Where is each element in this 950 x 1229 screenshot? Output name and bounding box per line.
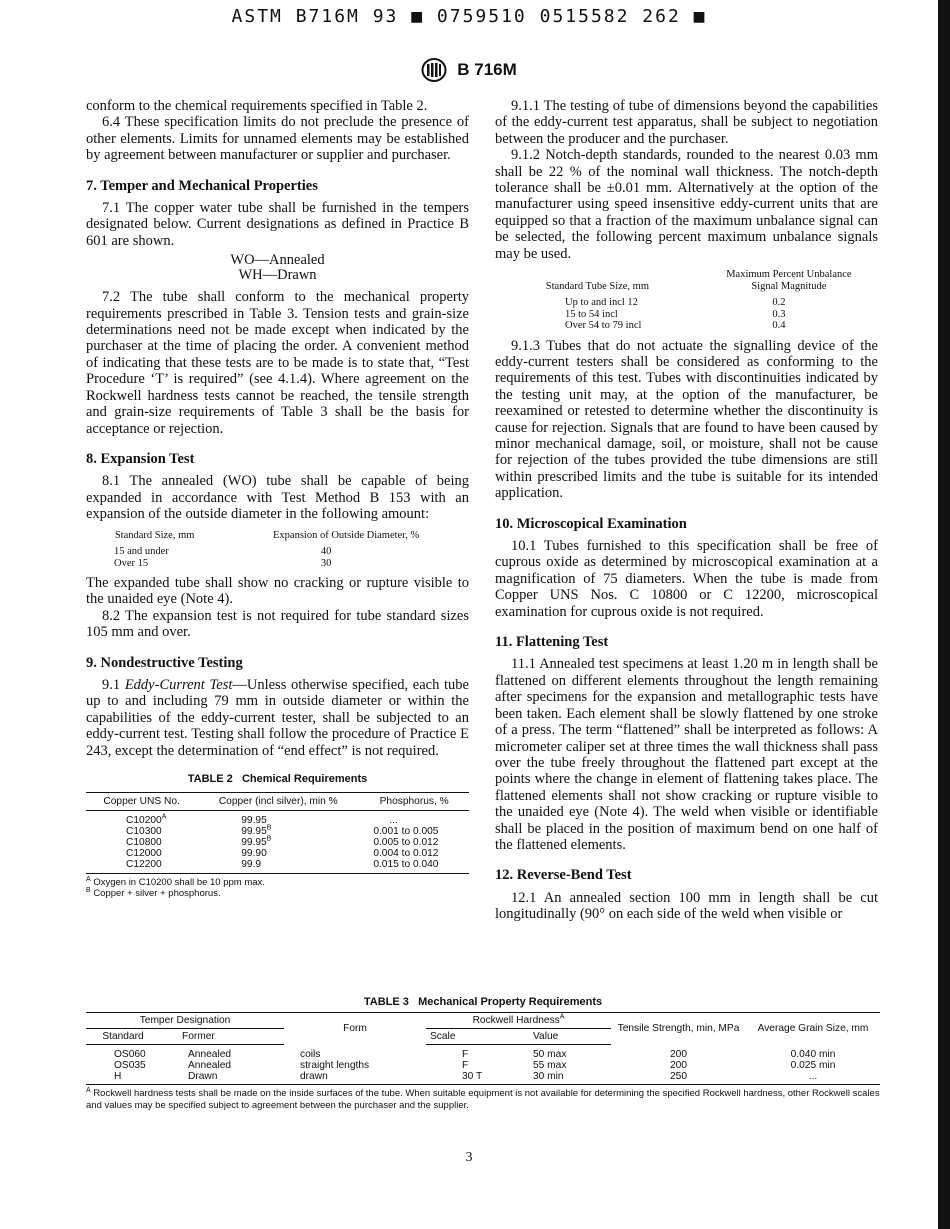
table-3-block	[86, 996, 880, 1112]
paragraph-12-1: 12.1 An annealed section 100 mm in length shall be cut longitudinally (90° on each side of the weld when visible or	[495, 889, 878, 923]
table-cell: 0.004 to 0.012	[373, 847, 439, 859]
table-cell: 0.015 to 0.040	[359, 859, 469, 874]
table-2-footnote-a: $^A$ Oxygen in C10200 shall be 10 ppm max.	[86, 875, 265, 888]
table-cell: Over 54 to 79 incl	[565, 320, 642, 332]
column-header: Form	[284, 1013, 426, 1045]
table-cell: F	[462, 1060, 469, 1071]
table-cell: Annealed	[188, 1060, 232, 1071]
section-heading-7: 7. Temper and Mechanical Properties	[86, 177, 318, 194]
mechanical-property-table	[86, 1012, 880, 1085]
column-header: Standard Tube Size, mm	[545, 280, 650, 292]
paragraph-text: —Unless otherwise specified, each tube up to and including 79 mm in outside diameter or within the capabilities of the eddy-current tester, shall be subjected to an eddy-current test. Testing shall follow the procedure of Practice E 243, except the determination of “end effect” is not required.	[86, 677, 469, 759]
table-title: Chemical Requirements	[241, 773, 368, 786]
chemical-requirements-table	[86, 792, 469, 874]
table-cell: $C10200^A$	[126, 813, 167, 826]
expansion-table	[86, 529, 469, 570]
paragraph-8-2: 8.2 The expansion test is not required for tube standard sizes 105 mm and over.	[86, 607, 469, 641]
table-row	[86, 1071, 880, 1085]
paragraph-8-1: 8.1 The annealed (WO) tube shall be capable of being expanded in accordance with Test Method B 153 with an expansion of the outside diameter in the following amount:	[86, 473, 469, 523]
page-number: 3	[465, 1150, 473, 1165]
table-row	[86, 1060, 880, 1071]
table-row	[86, 826, 469, 837]
section-heading-12: 12. Reverse-Bend Test	[495, 867, 632, 884]
section-heading-11: 11. Flattening Test	[495, 634, 609, 651]
table-cell: 0.001 to 0.005	[373, 825, 439, 837]
column-header: Average Grain Size, mm	[746, 1013, 880, 1045]
table-row	[495, 309, 878, 321]
paragraph: conform to the chemical requirements specified in Table 2.	[86, 98, 428, 114]
astm-logo-icon	[421, 58, 447, 82]
table-cell: 50 max	[533, 1049, 567, 1060]
table-cell: 99.90	[241, 847, 267, 859]
table-cell: ...	[746, 1071, 880, 1085]
table-cell: 200	[670, 1048, 687, 1060]
column-header: Phosphorus, %	[359, 792, 469, 810]
table-row	[86, 810, 469, 826]
section-heading-8: 8. Expansion Test	[86, 450, 195, 467]
table-cell: H	[86, 1071, 160, 1085]
table-cell: 15 and under	[114, 546, 169, 558]
table-row	[86, 859, 469, 874]
table-cell: F	[462, 1049, 469, 1060]
right-column	[495, 98, 878, 923]
paragraph-10-1: 10.1 Tubes furnished to this specification shall be free of cuprous oxide as determined by microscopical examination at a magnification of 75 diameters. When the tube is made from Copper UNS Nos. C 10800 or C 12200, microscopical examination for cuprous oxide is not required.	[495, 538, 878, 620]
table-2-footnote-b: $^B$ Copper + silver + phosphorus.	[86, 886, 221, 899]
table-cell: ...	[389, 814, 398, 826]
table-cell: C12000	[126, 847, 162, 859]
table-cell: OS060	[114, 1049, 146, 1060]
table-cell: Drawn	[160, 1071, 284, 1085]
table-cell: 99.95	[241, 814, 267, 826]
temper-item: WH—Drawn	[238, 267, 317, 284]
table-2-title	[86, 771, 469, 787]
temper-list	[86, 253, 469, 283]
standard-designation: B 716M	[457, 60, 517, 79]
column-header: Copper (incl silver), min %	[197, 792, 359, 810]
column-header: Former	[160, 1029, 284, 1045]
column-group-header: Temper Designation	[86, 1013, 284, 1029]
table-cell: 200	[670, 1060, 687, 1071]
column-header: Tensile Strength, min, MPa	[611, 1013, 746, 1045]
paragraph-7-2: 7.2 The tube shall conform to the mechanical property requirements prescribed in Table 3. Tension tests and grain-size determinations need not be made except when indicated by the purchaser at the time of placing the order. A convenient method of indicating that these tests are to be made is to state that, “Test Procedure ‘T’ is required” (see 4.1.4). Where agreement on the Rockwell hardness tests cannot be reached, the tensile strength and grain-size requirements of Table 3 shall be the basis for acceptance or rejection.	[86, 289, 469, 437]
paragraph-11-1: 11.1 Annealed test specimens at least 1.20 m in length shall be flattened on different elements throughout the length remaining after specimens for the expansion and metallographic tests have been taken. Each element shall be slowly flattened by one stroke of a press. The term “flattened” shall be interpreted as follows: A micrometer caliper set at three times the wall thickness shall pass over the tube freely throughout the flattened part except at the points where the change in element of flattening takes place. The flattened elements shall not show cracking or rupture visible to the unaided eye (Note 4). The weld when visible or identifiable shall be placed in the position of maximum bend on one half of the flattened elements.	[495, 656, 878, 853]
paragraph-7-1: 7.1 The copper water tube shall be furnished in the tempers designated below. Current designations as defined in Practice B 601 are shown.	[86, 200, 469, 249]
table-row	[495, 297, 878, 309]
table-cell: 30	[320, 557, 332, 569]
table-cell: C12200	[86, 859, 197, 874]
table-cell: OS035	[114, 1060, 146, 1071]
table-cell: C10300	[126, 825, 162, 837]
table-title: Mechanical Property Requirements	[418, 996, 603, 1008]
column-group-header: Rockwell Hardness$^A$	[426, 1013, 611, 1029]
table-cell: 0.005 to 0.012	[373, 836, 439, 848]
temper-item: WO—Annealed	[230, 252, 325, 269]
table-cell: 0.040 min	[790, 1048, 836, 1060]
table-cell: 15 to 54 incl	[565, 308, 618, 320]
column-header: Maximum Percent Unbalance Signal Magnitude	[726, 269, 852, 292]
table-row	[86, 837, 469, 848]
table-cell: 0.025 min	[790, 1060, 836, 1071]
left-column	[86, 98, 469, 899]
paragraph-9-1	[86, 677, 469, 759]
document-code-header: ASTM B716M 93 ■ 0759510 0515582 262 ■	[231, 6, 707, 27]
table-cell: 0.3	[772, 308, 786, 320]
table-row	[86, 558, 469, 570]
designation-header	[0, 58, 938, 82]
table-cell: coils	[300, 1048, 321, 1060]
column-header: Expansion of Outside Diameter, %	[273, 529, 420, 541]
table-label: TABLE 3	[363, 996, 409, 1008]
table-cell: 55 max	[533, 1060, 567, 1071]
table-cell: 30 T	[426, 1071, 511, 1085]
paragraph-9-1-1: 9.1.1 The testing of tube of dimensions beyond the capabilities of the eddy-current test apparatus, shall be subject to negotiation between the producer and the purchaser.	[495, 98, 878, 147]
table-3-footnote: $^A$ Rockwell hardness tests shall be made on the inside surfaces of the tube. When suitable equipment is not available for determining the specified Rockwell hardness, other Rockwell scales and values may be specified subject to agreement between the purchaser and the supplier.	[86, 1086, 880, 1111]
table-row	[86, 1045, 880, 1061]
paragraph-title: Eddy-Current Test	[124, 677, 233, 694]
table-cell: $99.95^B$	[241, 835, 272, 848]
table-cell: 30 min	[511, 1071, 611, 1085]
column-header: Standard	[86, 1029, 160, 1045]
table-label: TABLE 2	[187, 773, 233, 786]
paragraph-6-4: 6.4 These specification limits do not preclude the presence of other elements. Limits for unnamed elements may be established by agreement between manufacturer or supplier and purchaser.	[86, 114, 469, 164]
paragraph-9-1-3: 9.1.3 Tubes that do not actuate the signalling device of the eddy-current testers shall be considered as conforming to the requirements of this test. Tubes with discontinuities indicated by the testing unit may, at the option of the manufacturer, be reexamined or retested to determine whether the discontinuity is cause for rejection. Signals that are found to have been caused by minor mechanical damage, soil, or moisture, shall not be cause for rejection of the tubes provided the tube dimensions are still within prescribed limits and the tube is suitable for its intended application.	[495, 337, 878, 502]
table-cell: 0.4	[772, 320, 786, 332]
table-cell: drawn	[284, 1071, 426, 1085]
table-cell: 40	[320, 546, 332, 558]
table-cell: straight lengths	[300, 1060, 370, 1071]
column-header: Scale	[426, 1029, 511, 1045]
table-cell: Over 15	[114, 557, 149, 569]
column-header: Copper UNS No.	[86, 792, 197, 810]
section-heading-9: 9. Nondestructive Testing	[86, 654, 243, 671]
table-row	[495, 320, 878, 332]
table-cell: 0.2	[772, 297, 786, 309]
table-row	[86, 848, 469, 859]
column-header: Value	[511, 1029, 611, 1045]
table-cell: $99.95^B$	[241, 824, 272, 837]
table-3-title	[86, 996, 880, 1008]
paragraph-9-1-2: 9.1.2 Notch-depth standards, rounded to the nearest 0.03 mm shall be 22 % of the nominal wall thickness. The notch-depth tolerance shall be ±0.01 mm. Alternatively at the option of the manufacturer using speed insensitive eddy-current units that are equipped so that a fraction of the maximum unbalance signal can be selected, the following percent maximum unbalance signals may be used.	[495, 147, 878, 262]
table-cell: Annealed	[188, 1049, 232, 1060]
paragraph-number: 9.1	[102, 677, 121, 694]
unbalance-signal-table	[495, 268, 878, 332]
table-cell: 250	[611, 1071, 746, 1085]
table-cell: C10800	[126, 836, 162, 848]
table-cell: Up to and incl 12	[565, 297, 638, 309]
paragraph: The expanded tube shall show no cracking or rupture visible to the unaided eye (Note 4).	[86, 575, 469, 608]
column-header: Standard Size, mm	[114, 529, 195, 541]
scan-border	[938, 0, 950, 1229]
section-heading-10: 10. Microscopical Examination	[495, 515, 687, 532]
table-cell: 99.9	[197, 859, 359, 874]
table-row	[86, 546, 469, 558]
